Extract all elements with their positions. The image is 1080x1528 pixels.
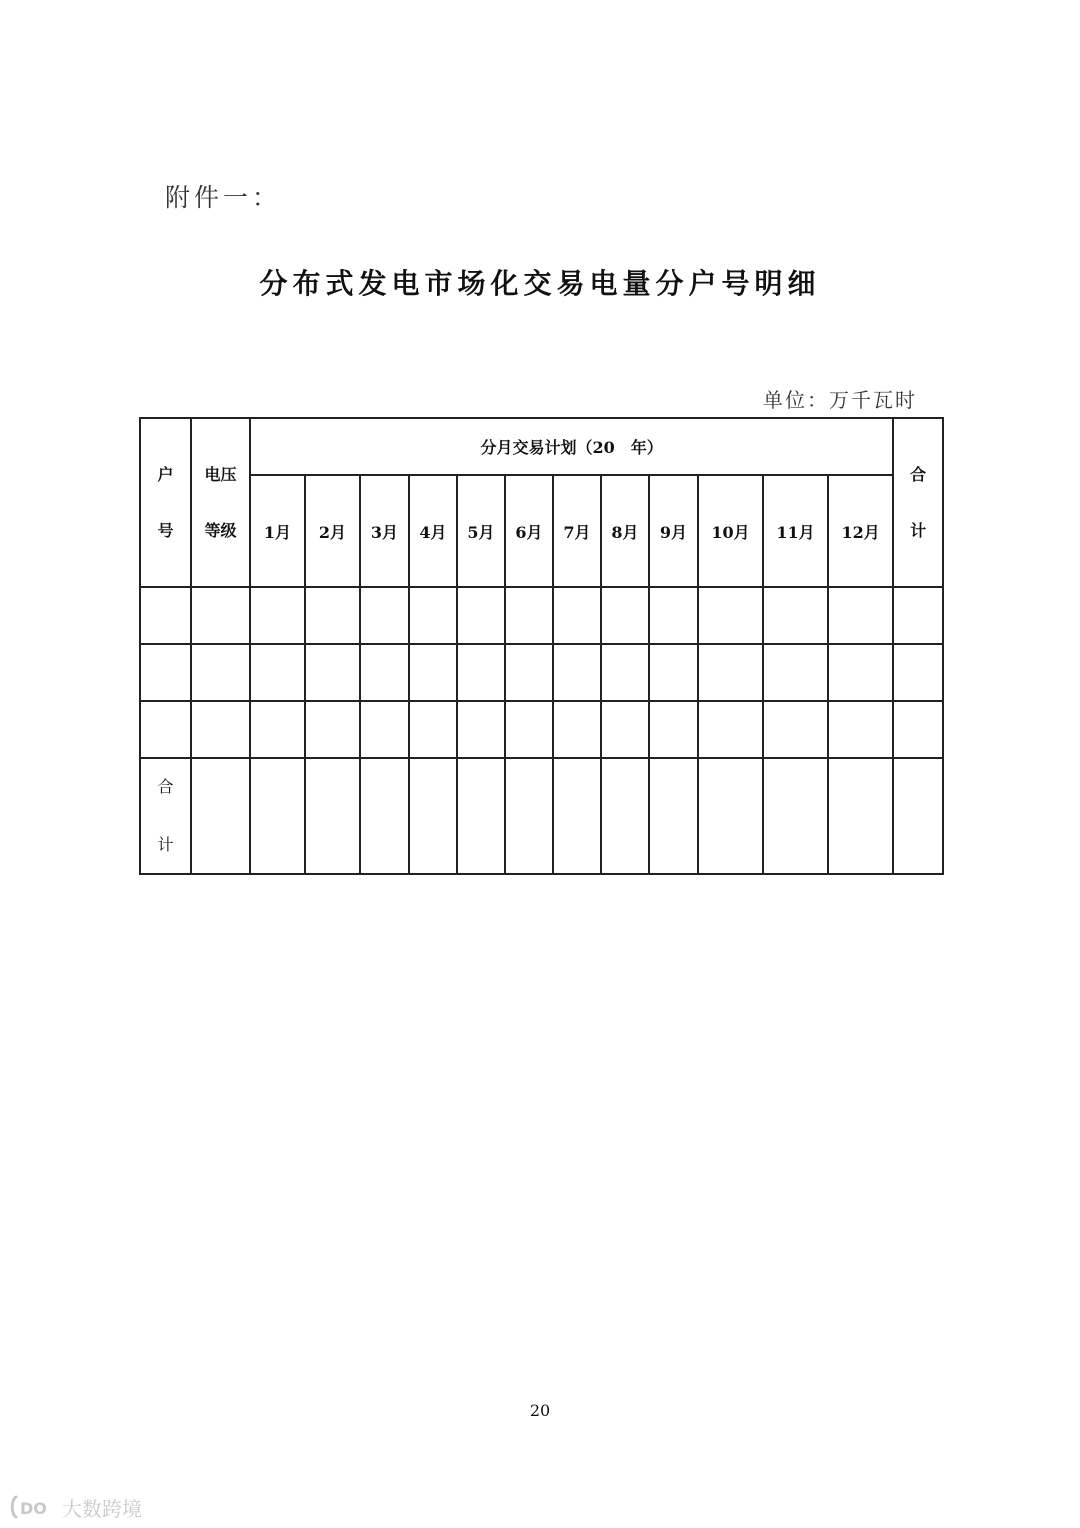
table-cell[interactable]	[763, 587, 828, 644]
attachment-label: 附件一：	[165, 183, 282, 212]
table-cell[interactable]	[409, 587, 457, 644]
table-cell[interactable]	[828, 644, 893, 701]
watermark	[8, 1492, 142, 1522]
header-month: 1月	[250, 475, 305, 587]
table-cell[interactable]	[893, 758, 943, 874]
header-month: 4月	[409, 475, 457, 587]
table-cell[interactable]	[140, 587, 191, 644]
table-cell[interactable]	[553, 758, 601, 874]
row-total-label: 合 计	[140, 758, 191, 874]
table-cell[interactable]	[360, 758, 409, 874]
table-cell[interactable]	[360, 701, 409, 758]
svg-text:DO: DO	[20, 1499, 47, 1518]
table-cell[interactable]	[140, 644, 191, 701]
page-number: 20	[529, 1401, 551, 1420]
document-title: 分布式发电市场化交易电量分户号明细	[259, 267, 821, 300]
table-cell[interactable]	[505, 758, 553, 874]
header-monthly-plan: 分月交易计划（20 年）	[250, 418, 893, 475]
table-cell[interactable]	[763, 758, 828, 874]
watermark-logo-icon	[8, 1492, 56, 1522]
table-cell[interactable]	[305, 701, 360, 758]
table-cell[interactable]	[893, 644, 943, 701]
table-cell[interactable]	[360, 644, 409, 701]
table-cell[interactable]	[893, 701, 943, 758]
table-cell[interactable]	[250, 701, 305, 758]
monthly-plan-table	[139, 417, 944, 875]
table-cell[interactable]	[305, 587, 360, 644]
table-cell[interactable]	[649, 758, 698, 874]
table-cell[interactable]	[649, 587, 698, 644]
table-cell[interactable]	[828, 701, 893, 758]
table-cell[interactable]	[305, 644, 360, 701]
header-month: 8月	[601, 475, 649, 587]
table-cell[interactable]	[457, 701, 505, 758]
table-cell[interactable]	[457, 758, 505, 874]
table-cell[interactable]	[649, 701, 698, 758]
header-month: 10月	[698, 475, 763, 587]
header-month: 9月	[649, 475, 698, 587]
table-cell[interactable]	[191, 587, 250, 644]
table-cell[interactable]	[649, 644, 698, 701]
header-row-2	[140, 475, 943, 587]
header-month: 2月	[305, 475, 360, 587]
table-cell[interactable]	[409, 758, 457, 874]
table-cell[interactable]	[250, 644, 305, 701]
table-cell[interactable]	[553, 701, 601, 758]
table-cell[interactable]	[250, 587, 305, 644]
header-total: 合 计	[893, 418, 943, 587]
table-cell[interactable]	[409, 701, 457, 758]
unit-label: 单位：万千瓦时	[763, 388, 917, 412]
table-cell[interactable]	[457, 587, 505, 644]
table-cell[interactable]	[505, 701, 553, 758]
table-cell[interactable]	[457, 644, 505, 701]
table-cell[interactable]	[698, 701, 763, 758]
table-cell[interactable]	[763, 701, 828, 758]
table-cell[interactable]	[505, 644, 553, 701]
table-cell[interactable]	[601, 701, 649, 758]
table-cell[interactable]	[191, 644, 250, 701]
header-month: 5月	[457, 475, 505, 587]
header-account-number: 户 号	[140, 418, 191, 587]
table-cell[interactable]	[505, 587, 553, 644]
table-cell[interactable]	[191, 758, 250, 874]
table-cell[interactable]	[305, 758, 360, 874]
table-cell[interactable]	[601, 644, 649, 701]
header-month: 7月	[553, 475, 601, 587]
table-cell[interactable]	[553, 644, 601, 701]
header-month: 12月	[828, 475, 893, 587]
table-cell[interactable]	[250, 758, 305, 874]
header-month: 6月	[505, 475, 553, 587]
table-row	[140, 701, 943, 758]
table-cell[interactable]	[140, 701, 191, 758]
watermark-text: 大数跨境	[62, 1496, 142, 1521]
table-cell[interactable]	[360, 587, 409, 644]
table-cell[interactable]	[698, 644, 763, 701]
header-voltage-level: 电压 等级	[191, 418, 250, 587]
header-row-1	[140, 418, 943, 475]
table-row	[140, 644, 943, 701]
table-cell[interactable]	[763, 644, 828, 701]
table-cell[interactable]	[698, 758, 763, 874]
header-month: 11月	[763, 475, 828, 587]
table-cell[interactable]	[601, 758, 649, 874]
table-cell[interactable]	[828, 587, 893, 644]
table-cell[interactable]	[828, 758, 893, 874]
table-cell[interactable]	[553, 587, 601, 644]
table-cell[interactable]	[409, 644, 457, 701]
table-row-total	[140, 758, 943, 874]
table-cell[interactable]	[601, 587, 649, 644]
header-month: 3月	[360, 475, 409, 587]
table-row	[140, 587, 943, 644]
table-cell[interactable]	[191, 701, 250, 758]
table-cell[interactable]	[698, 587, 763, 644]
table-cell[interactable]	[893, 587, 943, 644]
